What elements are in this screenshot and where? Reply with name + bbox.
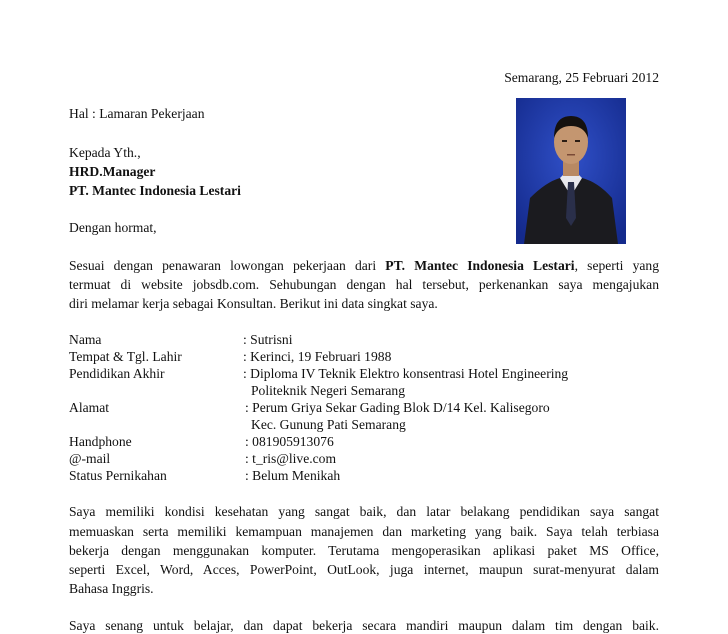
detail-value-education-2: Politeknik Negeri Semarang	[251, 383, 406, 398]
detail-value-address-2: Kec. Gunung Pati Semarang	[251, 417, 406, 432]
paragraph-2-line-4: seperti Excel, Word, Acces, PowerPoint, OutLook, juga internet, maupun surat-menyurat dalam	[69, 562, 659, 577]
applicant-photo-image	[516, 98, 626, 244]
paragraph-2-line-2: memuaskan serta memiliki kemampuan manajemen dan marketing yang baik. Saya telah terbiasa	[69, 524, 659, 539]
detail-value-birth: : Kerinci, 19 Februari 1988	[243, 349, 392, 364]
recipient-company: PT. Mantec Indonesia Lestari	[69, 183, 241, 198]
detail-label-name: Nama	[69, 332, 102, 347]
paragraph-2-line-5: Bahasa Inggris.	[69, 581, 154, 596]
recipient-greeting: Kepada Yth.,	[69, 145, 141, 160]
applicant-photo	[516, 98, 626, 244]
subject-line: Hal : Lamaran Pekerjaan	[69, 106, 205, 121]
paragraph-3-line-1: Saya senang untuk belajar, dan dapat bekerja secara mandiri maupun dalam tim dengan baik.	[69, 618, 659, 633]
detail-value-education: : Diploma IV Teknik Elektro konsentrasi Hotel Engineering	[243, 366, 569, 381]
date-line: Semarang, 25 Februari 2012	[504, 70, 659, 85]
paragraph-2-line-1: Saya memiliki kondisi kesehatan yang sangat baik, dan latar belakang pendidikan saya sangat	[69, 504, 659, 519]
paragraph-1-line-2: termuat di website jobsdb.com. Sehubungan dengan hal tersebut, perkenankan saya mengajukan	[69, 277, 659, 292]
paragraph-1-line-3: diri melamar kerja sebagai Konsultan. Berikut ini data singkat saya.	[69, 296, 438, 311]
detail-label-phone: Handphone	[69, 434, 132, 449]
company-name: PT. Mantec Indonesia Lestari	[385, 258, 575, 273]
detail-label-address: Alamat	[69, 400, 110, 415]
detail-label-birth: Tempat & Tgl. Lahir	[69, 349, 182, 364]
detail-value-marital: : Belum Menikah	[245, 468, 341, 483]
detail-label-email: @-mail	[69, 451, 111, 466]
paragraph-1-text: Sesuai dengan penawaran lowongan pekerjaan dari	[69, 258, 377, 273]
paragraph-2-line-3: bekerja dengan menggunakan komputer. Terutama mengoperasikan aplikasi paket MS Office,	[69, 543, 659, 558]
detail-value-email: : t_ris@live.com	[245, 451, 337, 466]
paragraph-1-text: , seperti yang	[574, 258, 659, 273]
detail-label-education: Pendidikan Akhir	[69, 366, 165, 381]
salutation: Dengan hormat,	[69, 220, 157, 235]
detail-value-phone: : 081905913076	[245, 434, 334, 449]
detail-value-address: : Perum Griya Sekar Gading Blok D/14 Kel. Kalisegoro	[245, 400, 550, 415]
detail-label-marital: Status Pernikahan	[69, 468, 167, 483]
recipient-position: HRD.Manager	[69, 164, 156, 179]
paragraph-1-line-1	[69, 257, 659, 274]
detail-value-name: : Sutrisni	[243, 332, 293, 347]
